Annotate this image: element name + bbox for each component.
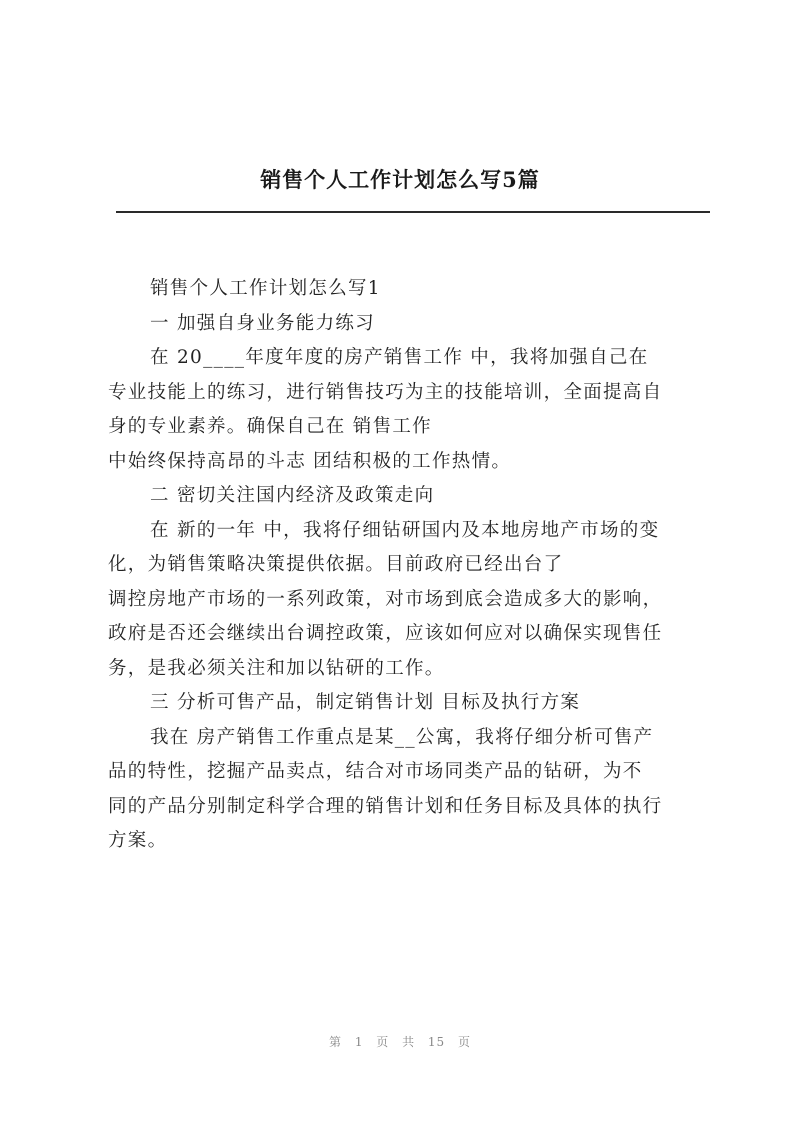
paragraph-line: 同的产品分别制定科学合理的销售计划和任务目标及具体的执行	[108, 795, 663, 817]
document-body	[108, 272, 708, 859]
subsection-heading: 三 分析可售产品，制定销售计划 目标及执行方案	[150, 692, 581, 713]
paragraph-line: 政府是否还会继续出台调控政策，应该如何应对以确保实现售任	[108, 623, 663, 644]
document-title: 销售个人工作计划怎么写5篇	[260, 167, 540, 192]
page-footer: 第 1 页 共 15 页	[329, 1035, 471, 1049]
paragraph-line: 我在 房产销售工作重点是某__公寓，我将仔细分析可售产	[150, 726, 654, 748]
paragraph-line: 品的特性，挖掘产品卖点，结合对市场同类产品的钻研，为不	[108, 761, 643, 782]
paragraph-line: 在 20____年度年度的房产销售工作 中，我将加强自己在	[150, 347, 649, 368]
paragraph-line: 身的专业素养。确保自己在 销售工作	[108, 416, 432, 437]
paragraph-line: 在 新的一年 中，我将仔细钻研国内及本地房地产市场的变	[150, 519, 660, 541]
paragraph-line: 调控房地产市场的一系列政策，对市场到底会造成多大的影响，	[108, 588, 663, 610]
title-divider	[116, 211, 710, 213]
paragraph-line: 专业技能上的练习，进行销售技巧为主的技能培训，全面提高自	[108, 381, 663, 403]
subsection-heading: 一 加强自身业务能力练习	[150, 312, 375, 334]
subsection-heading: 二 密切关注国内经济及政策走向	[150, 485, 435, 506]
paragraph-line: 中始终保持高昂的斗志 团结积极的工作热情。	[108, 450, 512, 472]
paragraph-line: 方案。	[108, 830, 168, 851]
paragraph-line: 务，是我必须关注和加以钻研的工作。	[108, 657, 445, 679]
section-heading: 销售个人工作计划怎么写1	[150, 278, 381, 299]
paragraph-line: 化，为销售策略决策提供依据。目前政府已经出台了	[108, 554, 564, 575]
